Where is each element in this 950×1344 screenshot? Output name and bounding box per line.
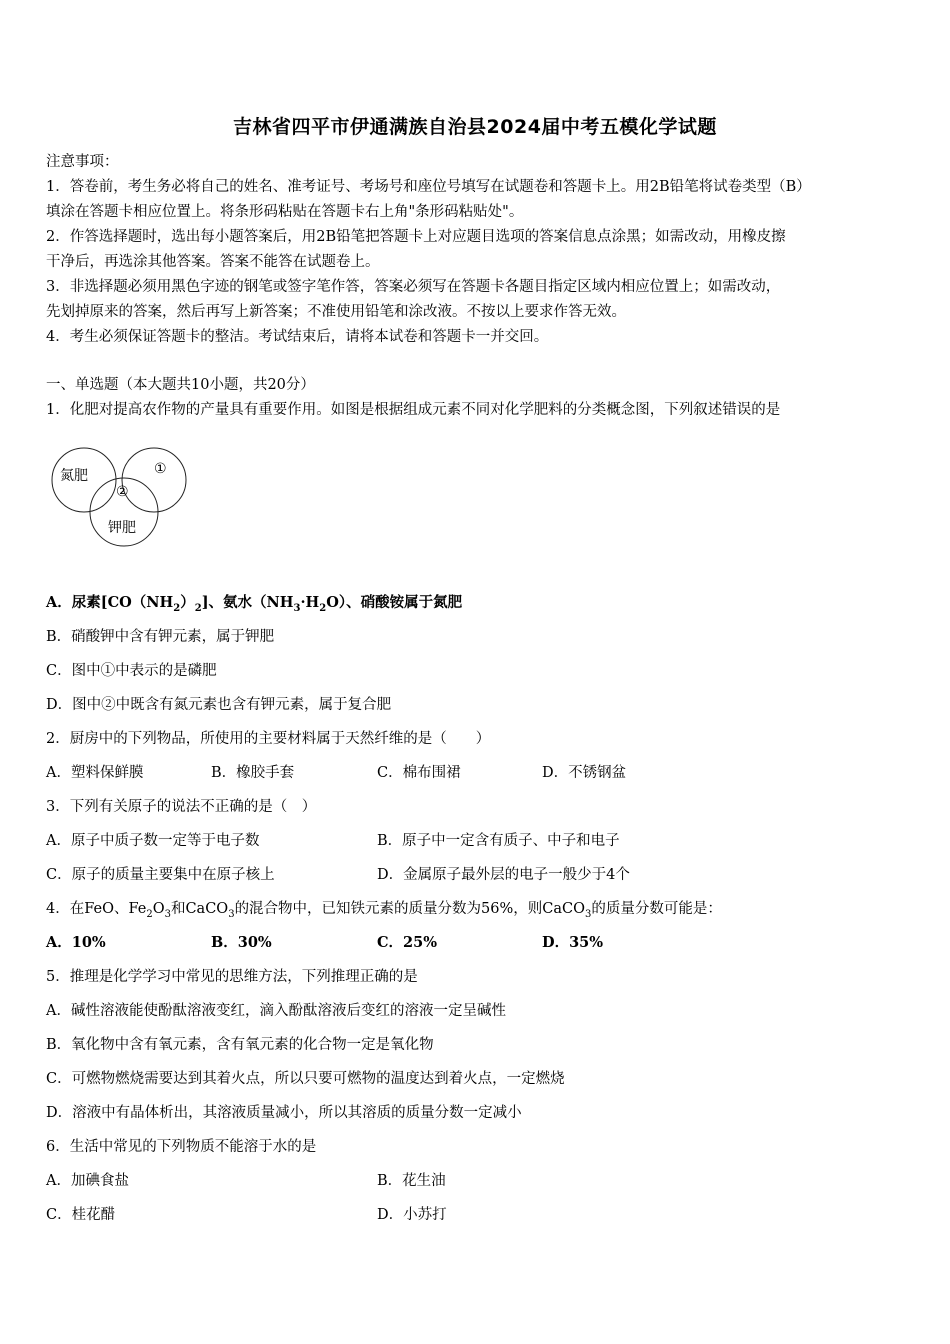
q1-option-b: B．硝酸钾中含有钾元素，属于钾肥 (46, 629, 275, 645)
q6-option-c: C．桂花醋 (46, 1207, 116, 1223)
q1-option-a: A．尿素$[CO(NH_2)_2]$、氨水$(NH_3\cdot H_2O)$、硝酸铵属于氮肥 (46, 594, 463, 614)
notice-line-2: 填涂在答题卡相应位置上。将条形码粘贴在答题卡右上角"条形码粘贴处"。 (46, 204, 524, 220)
q6-option-d: D．小苏打 (377, 1207, 447, 1223)
q2-option-d: D．不锈钢盆 (542, 765, 627, 781)
fertilizer-venn-diagram (46, 440, 196, 550)
q3-option-c: C．原子的质量主要集中在原子核上 (46, 867, 275, 883)
q2-option-b: B．橡胶手套 (211, 765, 295, 781)
circle-one (122, 448, 186, 512)
q5-option-a: A．碱性溶液能使酚酞溶液变红，滴入酚酞溶液后变红的溶液一定呈碱性 (46, 1003, 506, 1019)
q2-option-c: C．棉布围裙 (377, 765, 461, 781)
q5-stem: 5．推理是化学学习中常见的思维方法，下列推理正确的是 (46, 969, 418, 985)
page-title: 吉林省四平市伊通满族自治县2024届中考五模化学试题 (233, 116, 717, 138)
label-one: ① (154, 461, 167, 477)
q5-option-b: B．氧化物中含有氧元素，含有氧元素的化合物一定是氧化物 (46, 1037, 434, 1053)
q3-stem: 3．下列有关原子的说法不正确的是（ ） (46, 799, 317, 815)
q6-option-a: A．加碘食盐 (46, 1173, 129, 1189)
notice-line-7: 4．考生必须保证答题卡的整洁。考试结束后，请将本试卷和答题卡一并交回。 (46, 329, 549, 345)
q6-option-b: B．花生油 (377, 1173, 446, 1189)
q3-option-d: D．金属原子最外层的电子一般少于4个 (377, 867, 630, 883)
notice-line-6: 先划掉原来的答案，然后再写上新答案；不准使用铅笔和涂改液。不按以上要求作答无效。 (46, 304, 626, 320)
section-heading: 一、单选题（本大题共10小题，共20分） (46, 377, 315, 393)
q1-option-d: D．图中②中既含有氮元素也含有钾元素，属于复合肥 (46, 697, 392, 713)
q1-option-c: C．图中①中表示的是磷肥 (46, 663, 217, 679)
nitrogen-label: 氮肥 (60, 467, 88, 483)
q3-option-a: A．原子中质子数一定等于电子数 (46, 833, 260, 849)
q6-stem: 6．生活中常见的下列物质不能溶于水的是 (46, 1139, 317, 1155)
notice-line-5: 3．非选择题必须用黑色字迹的钢笔或签字笔作答，答案必须写在答题卡各题目指定区域内相应位置上；如需改动， (46, 279, 781, 295)
q2-option-a: A．塑料保鲜膜 (46, 765, 144, 781)
q3-option-b: B．原子中一定含有质子、中子和电子 (377, 833, 620, 849)
q4-option-d: D．35% (542, 934, 604, 951)
q4-option-c: C．25% (377, 934, 437, 951)
notice-line-3: 2．作答选择题时，选出每小题答案后，用2B铅笔把答题卡上对应题目选项的答案信息点涂黑；如需改动，用橡皮擦 (46, 229, 786, 245)
notice-line-1: 1．答卷前，考生务必将自己的姓名、准考证号、考场号和座位号填写在试题卷和答题卡上。用2B铅笔将试卷类型（B） (46, 179, 811, 195)
label-two: ② (116, 484, 129, 500)
q4-option-b: B．30% (211, 934, 272, 951)
potassium-label: 钾肥 (108, 519, 136, 535)
q1-stem: 1．化肥对提高农作物的产量具有重要作用。如图是根据组成元素不同对化学肥料的分类概念图，下列叙述错误的是 (46, 402, 781, 418)
q2-stem: 2．厨房中的下列物品，所使用的主要材料属于天然纤维的是（ ） (46, 731, 491, 747)
q4-option-a: A．10% (46, 934, 106, 951)
notice-heading: 注意事项： (46, 154, 119, 170)
q4-stem: 4．在FeO、$Fe_2O_3$和CaCO$_3$的混合物中，已知铁元素的质量分数为56%，则CaCO$_3$的质量分数可能是： (46, 901, 722, 920)
q5-option-d: D．溶液中有晶体析出，其溶液质量减小，所以其溶质的质量分数一定减小 (46, 1105, 522, 1121)
notice-line-4: 干净后，再选涂其他答案。答案不能答在试题卷上。 (46, 254, 380, 270)
q5-option-c: C．可燃物燃烧需要达到其着火点，所以只要可燃物的温度达到着火点，一定燃烧 (46, 1071, 565, 1087)
